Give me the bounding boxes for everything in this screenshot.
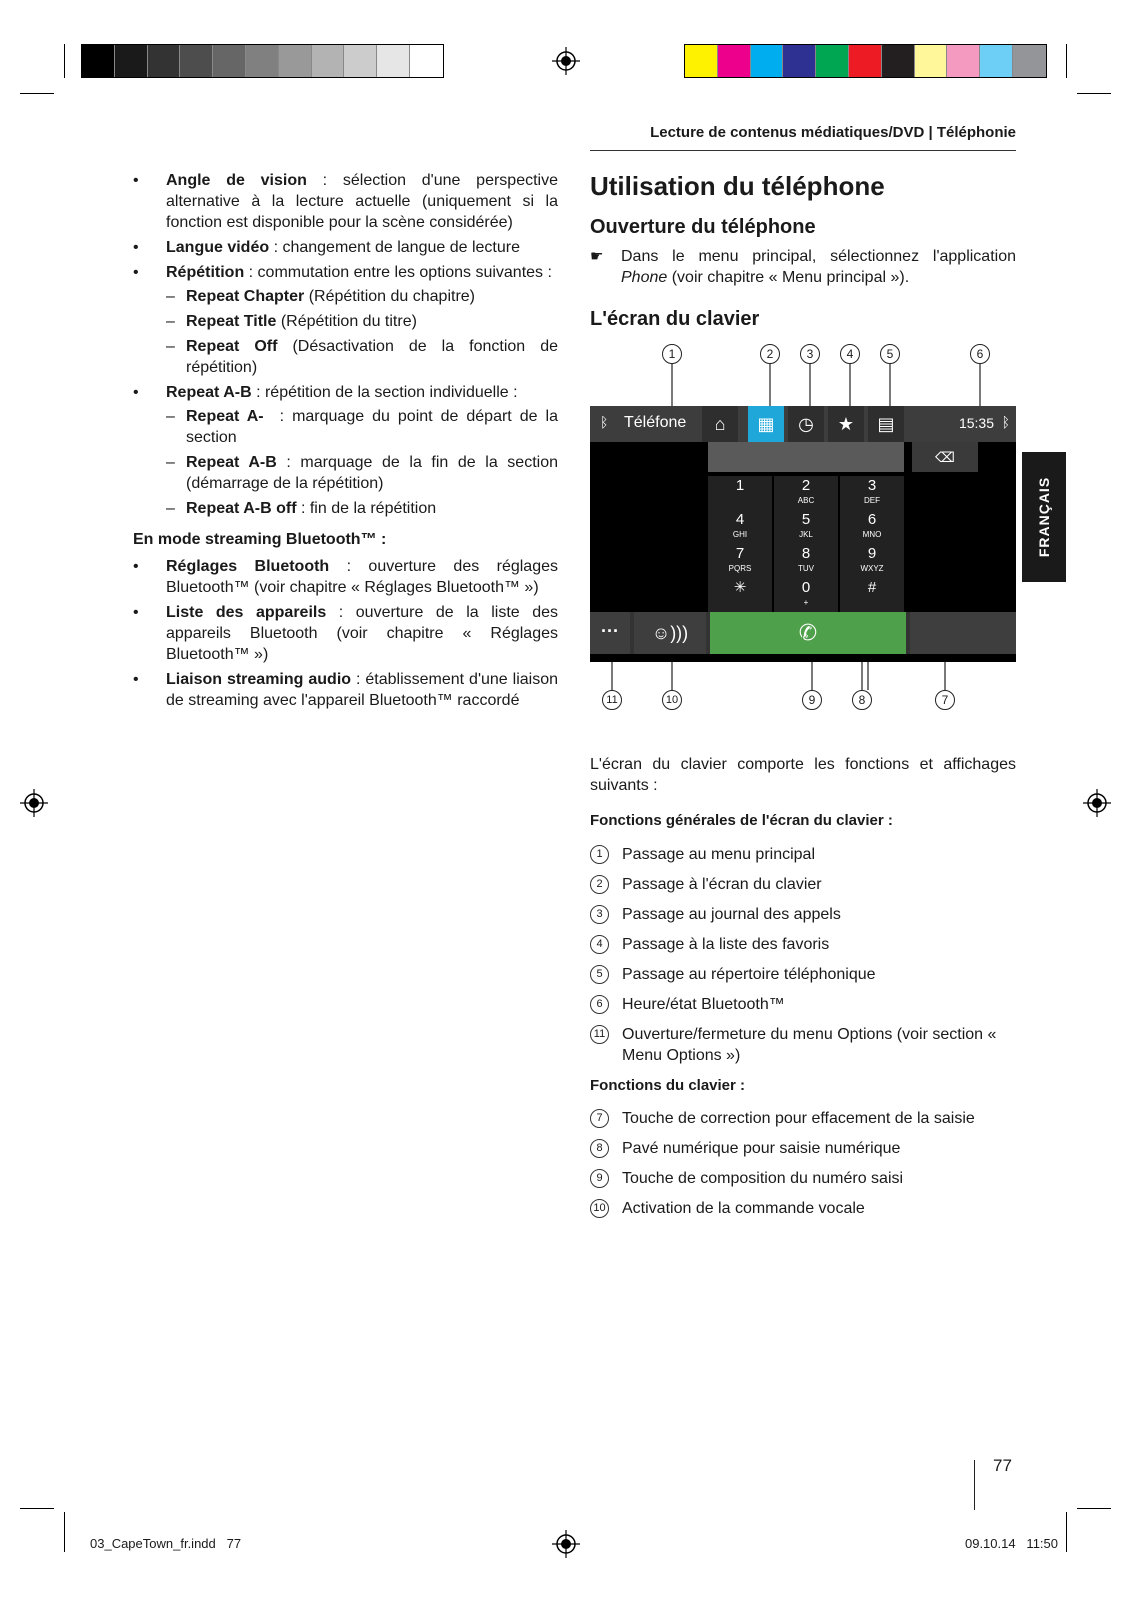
registration-mark-icon (1083, 789, 1111, 817)
running-head: Lecture de contenus médiatiques/DVD | Téléphonie (650, 124, 1016, 141)
key-letters: DEF (864, 496, 880, 505)
list-item: • Angle de vision : sélection d'une perspective alternative à la lecture actuelle (uniquement si la fonction est disponible pour la scène considérée) (133, 170, 558, 233)
function-text: Passage à l'écran du clavier (622, 876, 822, 893)
keypad-key[interactable] (840, 578, 904, 612)
registration-mark-icon (552, 47, 580, 75)
keypad-key[interactable] (708, 578, 772, 612)
crop-mark (20, 1508, 54, 1509)
registration-mark-icon (20, 789, 48, 817)
phonebook-tab[interactable] (868, 406, 904, 442)
function-number: 11 (590, 1025, 609, 1044)
home-icon: ⌂ (714, 414, 726, 434)
color-swatch (279, 45, 312, 77)
list-item: • Réglages Bluetooth : ouverture des réglages Bluetooth™ (voir chapitre « Réglages Bluetooth™ ») (133, 556, 558, 598)
color-swatch (246, 45, 279, 77)
function-item (590, 1024, 1016, 1066)
color-swatch (180, 45, 213, 77)
sub-list-item: – Repeat Off (Désactivation de la fonction de répétition) (166, 336, 558, 378)
instruction: ☛ Dans le menu principal, sélectionnez l'application Phone (voir chapitre « Menu principal »). (590, 248, 1016, 286)
key-digit: 8 (801, 545, 811, 562)
backspace-button[interactable] (912, 442, 978, 472)
key-digit: 0 (801, 579, 811, 596)
key-digit: 6 (867, 511, 877, 528)
key-digit: 1 (735, 477, 745, 494)
color-swatch (849, 45, 882, 77)
function-number: 10 (590, 1199, 609, 1218)
crop-mark (1077, 93, 1111, 94)
key-letters: JKL (799, 530, 813, 539)
registration-mark-icon (552, 1530, 580, 1558)
callout-2: 2 (760, 344, 780, 364)
function-text: Touche de correction pour effacement de la saisie (622, 1110, 975, 1127)
function-number: 1 (590, 845, 609, 864)
home-button[interactable] (702, 406, 738, 442)
key-letters: PQRS (728, 564, 752, 573)
keypad-functions-list (590, 1108, 1016, 1228)
callout-11: 11 (602, 690, 622, 710)
function-text: Passage à la liste des favoris (622, 936, 830, 953)
clock-time: 15:35 (958, 415, 994, 431)
color-swatch (882, 45, 915, 77)
color-swatch (718, 45, 751, 77)
list-item: • Repeat A-B : répétition de la section individuelle : – Repeat A- : marquage du point de départ de la section – Repeat A-B : marquage de la fin de la section (démarrage de la répétition) – Repeat A-B off : fin de la répétition (133, 382, 558, 519)
bottom-right-panel (910, 612, 1016, 654)
subsection-title-open: Ouverture du téléphone (590, 216, 816, 238)
language-tab: FRANÇAIS (1022, 452, 1066, 582)
keypad-key[interactable] (840, 544, 904, 578)
key-letters: TUV (798, 564, 814, 573)
subsection-title-keypad: L'écran du clavier (590, 308, 760, 330)
function-number: 5 (590, 965, 609, 984)
bluetooth-icon: ᛒ (1001, 414, 1010, 430)
clock-icon: ◷ (798, 414, 814, 434)
function-item (590, 1198, 1016, 1219)
handset-icon: ✆ (798, 620, 818, 645)
key-digit: ✳ (733, 579, 747, 596)
general-functions-list (590, 844, 1016, 1075)
sub-list-item: – Repeat Title (Répétition du titre) (166, 311, 558, 332)
voice-command-icon: ☺))) (651, 623, 689, 643)
crop-mark (64, 44, 65, 78)
function-item (590, 934, 1016, 955)
sub-list-item: – Repeat A- : marquage du point de départ de la section (166, 406, 558, 448)
function-text: Pavé numérique pour saisie numérique (622, 1140, 901, 1157)
star-icon: ★ (837, 414, 855, 434)
crop-mark (20, 93, 54, 94)
function-text: Heure/état Bluetooth™ (622, 996, 785, 1013)
pointing-hand-icon: ☛ (590, 248, 604, 265)
voice-command-button[interactable] (634, 612, 706, 654)
favorites-tab[interactable] (828, 406, 864, 442)
function-text: Passage au menu principal (622, 846, 816, 863)
screen-title: Téléfone (624, 414, 687, 431)
keypad-tab[interactable] (748, 406, 784, 442)
keypad-key[interactable] (840, 476, 904, 510)
function-number: 6 (590, 995, 609, 1014)
function-text: Activation de la commande vocale (622, 1200, 865, 1217)
phonebook-icon: ▤ (877, 414, 895, 434)
keypad-key[interactable] (708, 510, 772, 544)
key-digit: 7 (735, 545, 745, 562)
header-rule (590, 150, 1016, 151)
function-number: 2 (590, 875, 609, 894)
color-swatch (312, 45, 345, 77)
callout-4: 4 (840, 344, 860, 364)
keypad-grid-icon: ▦ (757, 414, 775, 434)
callout-6: 6 (970, 344, 990, 364)
color-swatch (783, 45, 816, 77)
section-title: Utilisation du téléphone (590, 171, 885, 201)
function-item (590, 1138, 1016, 1159)
screen-top-bar (590, 406, 1016, 442)
function-item (590, 1168, 1016, 1189)
screen-bottom-bar (590, 612, 1016, 654)
sub-list-item: – Repeat A-B off : fin de la répétition (166, 498, 558, 519)
options-button[interactable] (590, 612, 630, 654)
function-item (590, 874, 1016, 895)
function-text: Ouverture/fermeture du menu Options (voir section « Menu Options ») (622, 1026, 997, 1064)
key-letters: GHI (732, 530, 748, 539)
keypad-key[interactable] (774, 476, 838, 510)
callout-8: 8 (852, 690, 872, 710)
color-swatch (377, 45, 410, 77)
function-text: Passage au journal des appels (622, 906, 841, 923)
key-digit: 2 (801, 477, 811, 494)
color-calibration-bar (684, 44, 1047, 78)
color-swatch (816, 45, 849, 77)
color-swatch (685, 45, 718, 77)
key-digit: 9 (867, 545, 877, 562)
function-item (590, 844, 1016, 865)
keypad-key[interactable] (840, 510, 904, 544)
function-item (590, 964, 1016, 985)
key-letters: + (803, 598, 809, 607)
key-letters: WXYZ (860, 564, 884, 573)
crop-mark (1077, 1508, 1111, 1509)
color-swatch (947, 45, 980, 77)
color-swatch (148, 45, 181, 77)
function-text: Touche de composition du numéro saisi (622, 1170, 904, 1187)
function-item (590, 904, 1016, 925)
callout-3: 3 (800, 344, 820, 364)
callout-7: 7 (935, 690, 955, 710)
bluetooth-icon: ᛒ (600, 414, 609, 430)
key-digit: 3 (867, 477, 877, 494)
call-button[interactable] (710, 612, 906, 654)
callout-1: 1 (662, 344, 682, 364)
page-number-rule (974, 1460, 975, 1510)
keypad-key[interactable] (774, 578, 838, 612)
color-swatch (115, 45, 148, 77)
general-functions-heading: Fonctions générales de l'écran du clavier : (590, 812, 893, 829)
backspace-icon: ⌫ (935, 449, 955, 465)
color-swatch (410, 45, 443, 77)
function-number: 8 (590, 1139, 609, 1158)
slug-file: 03_CapeTown_fr.indd 77 (90, 1536, 242, 1551)
function-item (590, 994, 1016, 1015)
sub-list-item: – Repeat Chapter (Répétition du chapitre) (166, 286, 558, 307)
left-column (133, 170, 563, 715)
crop-mark (1066, 1512, 1067, 1552)
function-number: 9 (590, 1169, 609, 1188)
callout-5: 5 (880, 344, 900, 364)
sub-list-item: – Repeat A-B : marquage de la fin de la section (démarrage de la répétition) (166, 452, 558, 494)
list-item: • Répétition : commutation entre les options suivantes : – Repeat Chapter (Répétition du chapitre) – Repeat Title (Répétition du titre) – Repeat Off (Désactivation de la fonction de répétition) (133, 262, 558, 378)
crop-mark (1066, 44, 1067, 78)
color-swatch (751, 45, 784, 77)
keypad-functions-heading: Fonctions du clavier : (590, 1077, 746, 1094)
key-letters: ABC (797, 496, 815, 505)
list-item: • Langue vidéo : changement de langue de lecture (133, 237, 558, 258)
function-number: 4 (590, 935, 609, 954)
function-number: 3 (590, 905, 609, 924)
keypad-key[interactable] (774, 544, 838, 578)
color-swatch (213, 45, 246, 77)
callout-10: 10 (662, 690, 682, 710)
keypad-screen-diagram (590, 342, 1016, 732)
list-item: • Liaison streaming audio : établissement d'une liaison de streaming avec l'appareil Bluetooth™ raccordé (133, 669, 558, 711)
keypad-key[interactable] (708, 476, 772, 510)
color-swatch (344, 45, 377, 77)
key-digit: 4 (735, 511, 745, 528)
gray-calibration-bar (81, 44, 444, 78)
callout-9: 9 (802, 690, 822, 710)
function-item (590, 1108, 1016, 1129)
keypad-key[interactable] (708, 544, 772, 578)
dots-icon: ··· (601, 621, 619, 641)
page-number: 77 (993, 1456, 1012, 1475)
function-number: 7 (590, 1109, 609, 1128)
list-item: • Liste des appareils : ouverture de la liste des appareils Bluetooth (voir chapitre « Réglages Bluetooth™ ») (133, 602, 558, 665)
color-swatch (82, 45, 115, 77)
right-column (590, 170, 1016, 338)
slug-date: 09.10.14 11:50 (964, 1536, 1058, 1551)
phone-screen (590, 406, 1016, 662)
color-swatch (980, 45, 1013, 77)
call-log-tab[interactable] (788, 406, 824, 442)
key-digit: # (867, 579, 877, 596)
key-letters: MNO (862, 530, 882, 539)
key-digit: 5 (801, 511, 811, 528)
number-input[interactable] (708, 442, 904, 472)
function-text: Passage au répertoire téléphonique (622, 966, 876, 983)
color-swatch (1013, 45, 1046, 77)
color-swatch (915, 45, 948, 77)
streaming-subheading: En mode streaming Bluetooth™ : (133, 531, 387, 548)
crop-mark (64, 1512, 65, 1552)
keypad-description: L'écran du clavier comporte les fonctions et affichages suivants : (590, 756, 1016, 794)
keypad-key[interactable] (774, 510, 838, 544)
